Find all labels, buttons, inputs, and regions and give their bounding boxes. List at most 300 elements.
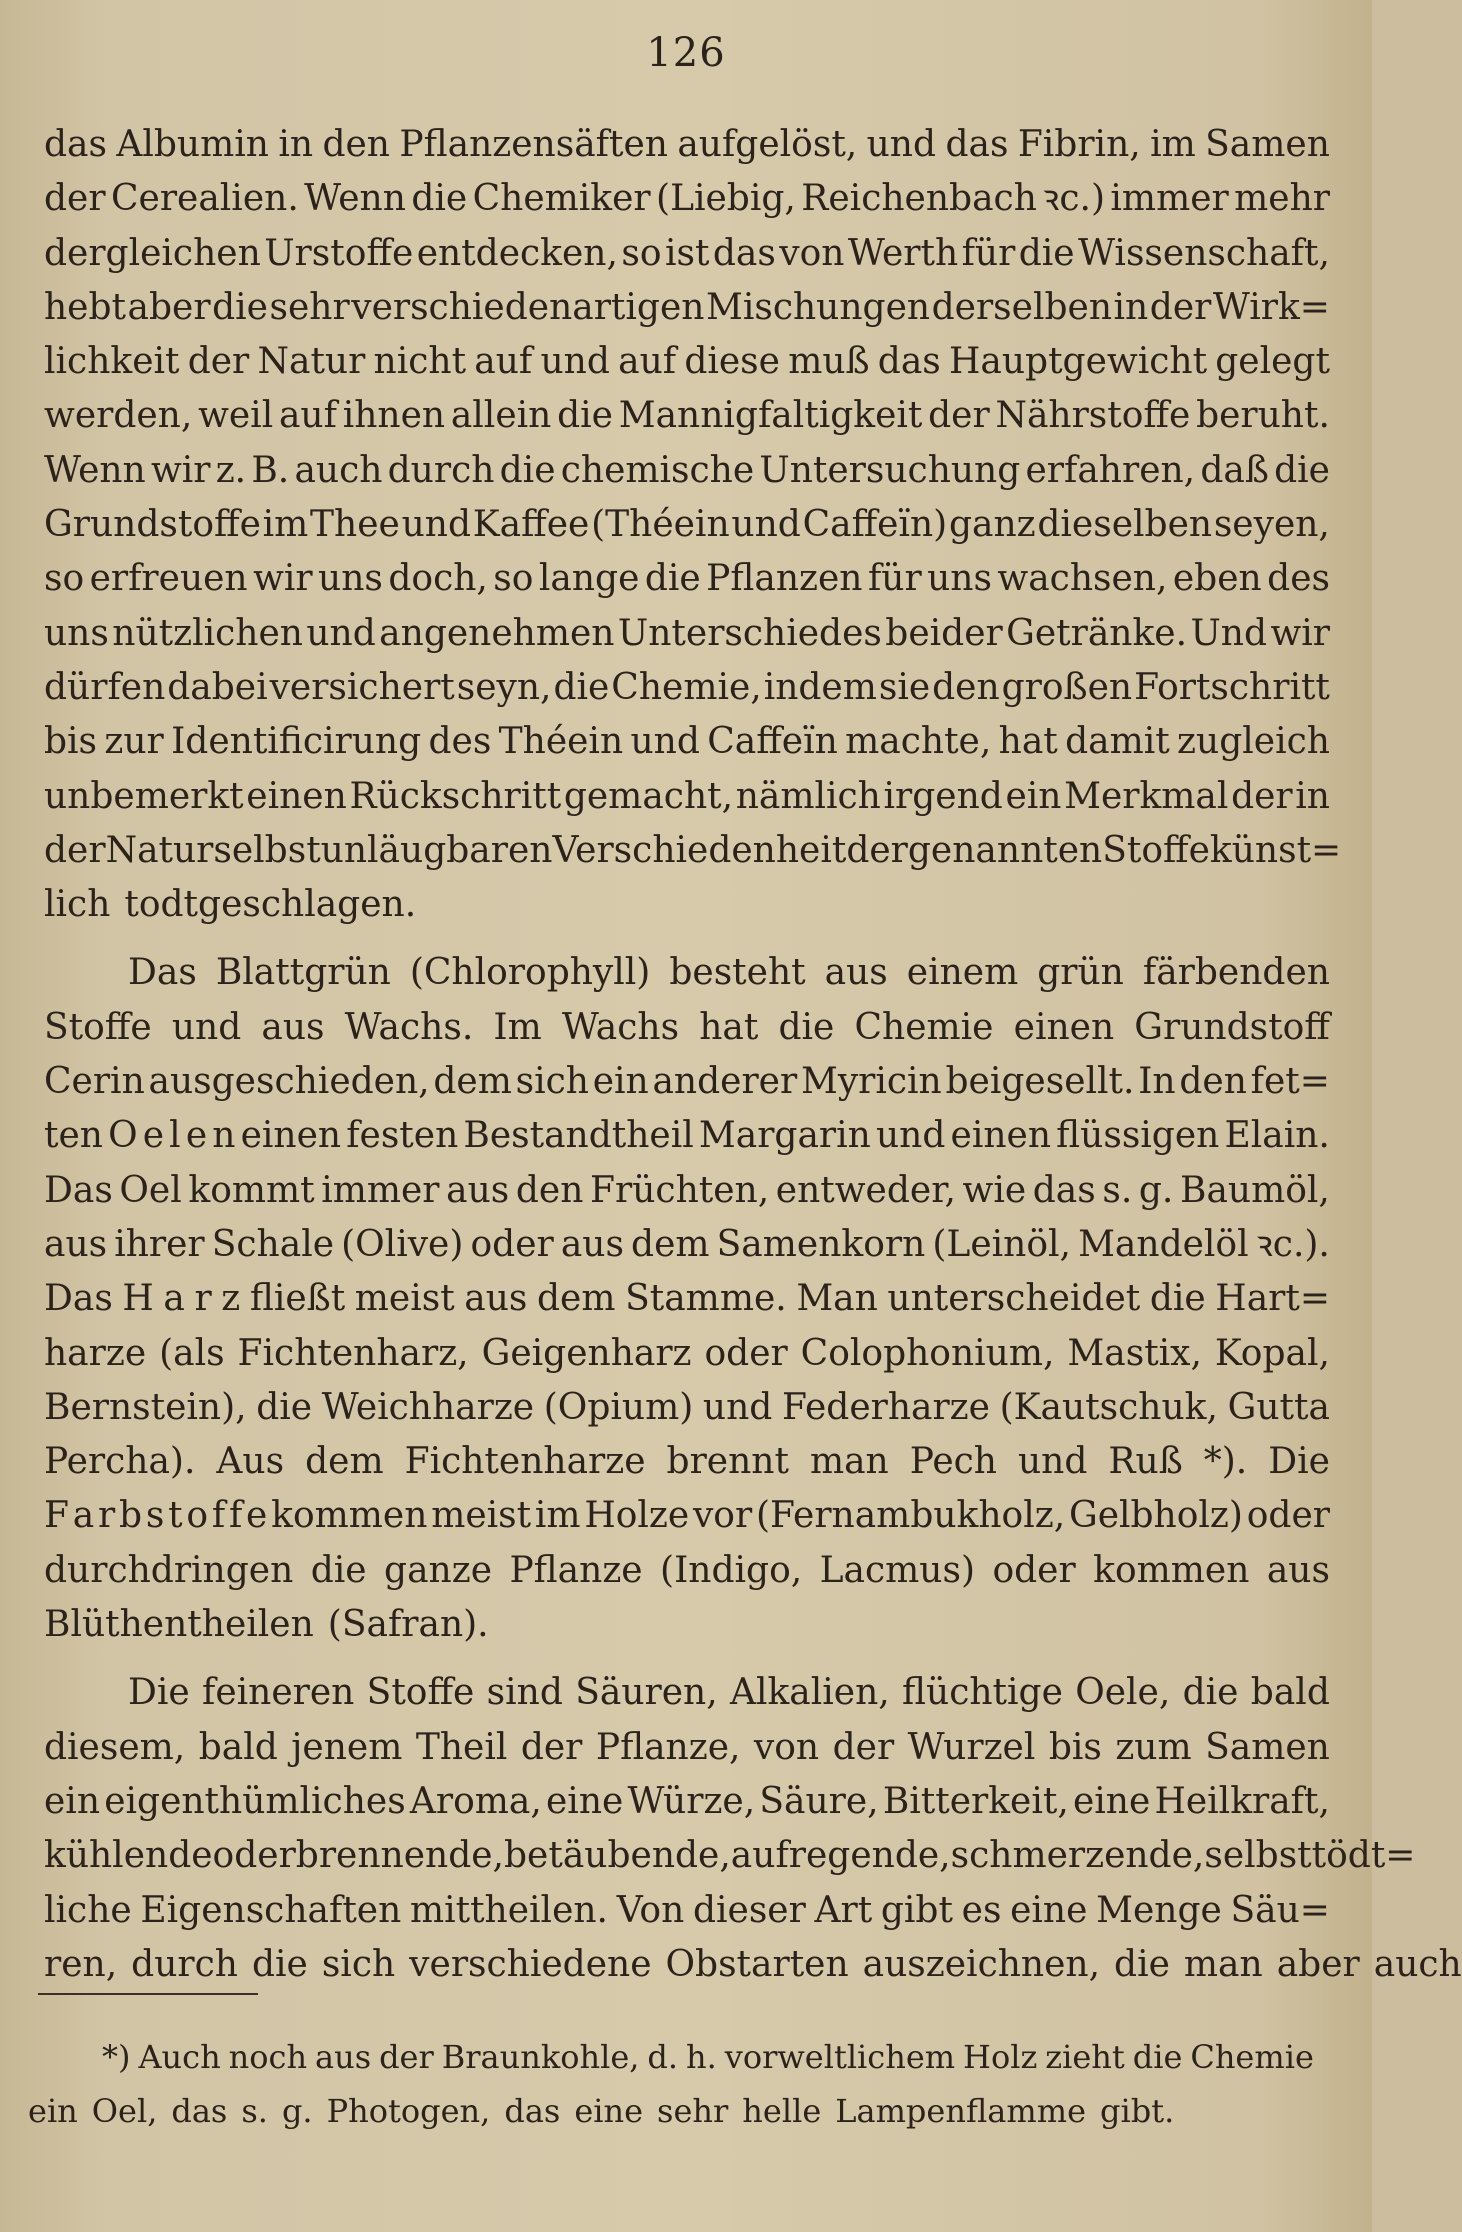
word: (Fernambukholz, bbox=[755, 1495, 1066, 1537]
word: hat bbox=[699, 1006, 759, 1048]
word: der bbox=[1231, 775, 1293, 817]
word: Art bbox=[814, 1889, 873, 1931]
word: auf bbox=[618, 341, 677, 383]
word: durchdringen bbox=[44, 1549, 294, 1591]
word: der bbox=[832, 1726, 895, 1768]
word: Stoffe bbox=[44, 1006, 152, 1048]
word: Hauptgewicht bbox=[948, 341, 1208, 383]
text-line bbox=[44, 1775, 1330, 1829]
word: ausgeschieden, bbox=[148, 1061, 430, 1103]
word: die bbox=[1149, 1278, 1206, 1320]
word: aufgelöst, bbox=[677, 124, 858, 165]
word: dieser bbox=[692, 1889, 806, 1931]
word: Geigenharz bbox=[481, 1332, 692, 1374]
word: flüchtige bbox=[902, 1672, 1063, 1714]
word: Myricin bbox=[800, 1061, 942, 1103]
word: mittheilen. bbox=[409, 1889, 609, 1931]
word: aus bbox=[261, 1006, 325, 1048]
text-line bbox=[44, 770, 1330, 824]
word: der bbox=[187, 341, 250, 383]
word: gelegt bbox=[1215, 341, 1330, 383]
word: es bbox=[961, 1889, 1002, 1931]
word: erfahren, bbox=[1025, 449, 1196, 491]
text-line bbox=[44, 1938, 1462, 1992]
word: und bbox=[171, 1006, 242, 1048]
word: beider bbox=[885, 612, 1003, 654]
word: sehr bbox=[657, 2092, 729, 2130]
word: liche bbox=[44, 1889, 132, 1931]
word: zum bbox=[1115, 1726, 1192, 1768]
word: kommen bbox=[271, 1495, 428, 1537]
word: Mannigfaltigkeit bbox=[618, 395, 923, 437]
word: vor bbox=[692, 1495, 753, 1537]
word: jenem bbox=[291, 1726, 403, 1768]
word: z. bbox=[215, 449, 247, 491]
word: gemacht, bbox=[563, 775, 734, 817]
paragraph bbox=[44, 1666, 1462, 1992]
word: dem bbox=[631, 1223, 710, 1265]
word: verschiedenartigen bbox=[351, 286, 705, 328]
word: im bbox=[1150, 124, 1196, 165]
word: die bbox=[1132, 2038, 1183, 2076]
word: Pflanze, bbox=[595, 1726, 741, 1768]
word: Säuren, bbox=[575, 1672, 718, 1714]
word: Fibrin, bbox=[1017, 124, 1141, 165]
word: ganz bbox=[948, 504, 1036, 546]
text-line bbox=[44, 1489, 1330, 1543]
word: Gelbholz) bbox=[1068, 1495, 1243, 1537]
word: indem bbox=[763, 666, 877, 708]
word: auf bbox=[474, 341, 533, 383]
word: Oel, bbox=[91, 2092, 158, 2130]
word: aus bbox=[315, 2038, 372, 2076]
word: selbst bbox=[1204, 1835, 1312, 1877]
word: unterscheidet bbox=[887, 1278, 1141, 1320]
word: bald bbox=[1250, 1672, 1330, 1714]
word: b bbox=[119, 1495, 143, 1537]
word: aus bbox=[464, 1278, 528, 1320]
word: Auch bbox=[138, 2038, 221, 2076]
word: muß bbox=[788, 341, 870, 383]
word: beigesellt. bbox=[945, 1061, 1135, 1103]
word: Lampenflamme bbox=[835, 2092, 1086, 2130]
word: harze bbox=[44, 1332, 147, 1374]
word: l bbox=[169, 1115, 181, 1157]
text-line bbox=[44, 1218, 1330, 1272]
word: so bbox=[621, 232, 662, 274]
text-line bbox=[44, 1164, 1330, 1218]
word: besteht bbox=[669, 952, 806, 994]
word: Braunkohle, bbox=[441, 2038, 640, 2076]
word: Wachs. bbox=[344, 1006, 474, 1048]
text-line bbox=[44, 1327, 1330, 1381]
word: irgend bbox=[883, 775, 1003, 817]
word: großen bbox=[1001, 666, 1133, 708]
text-line bbox=[44, 1381, 1330, 1435]
word: chemische bbox=[560, 449, 755, 491]
word: und bbox=[630, 721, 700, 763]
word: Urstoffe bbox=[264, 232, 414, 274]
word: Verschiedenheit bbox=[552, 829, 847, 871]
word: aufregende, bbox=[730, 1835, 951, 1877]
word: Bernstein), bbox=[44, 1386, 247, 1428]
word: nicht bbox=[373, 341, 467, 383]
word: wir bbox=[253, 558, 313, 600]
word: a bbox=[72, 1495, 95, 1537]
word: Alkalien, bbox=[729, 1672, 890, 1714]
word: meist bbox=[431, 1495, 532, 1537]
word: Percha). bbox=[44, 1441, 196, 1483]
word: Gutta bbox=[1227, 1386, 1330, 1428]
word: unläugbaren bbox=[320, 829, 553, 871]
word: O bbox=[108, 1115, 138, 1157]
word: oder bbox=[992, 1549, 1076, 1591]
word: Pflanze bbox=[509, 1549, 643, 1591]
text-line bbox=[44, 172, 1330, 226]
word: Eigenschaften bbox=[140, 1889, 402, 1931]
word: d. bbox=[647, 2038, 679, 2076]
text-line bbox=[44, 1435, 1330, 1489]
text-line bbox=[44, 1829, 1416, 1883]
word: Nährstoffe bbox=[995, 395, 1191, 437]
word: (Olive) bbox=[341, 1223, 464, 1265]
word: Menge bbox=[1096, 1889, 1222, 1931]
word: dem bbox=[433, 1061, 512, 1103]
text-line bbox=[44, 661, 1330, 715]
word: g. bbox=[281, 2092, 313, 2130]
word: eine bbox=[574, 2092, 644, 2130]
word: Margarin bbox=[698, 1115, 871, 1157]
word: in bbox=[1295, 775, 1330, 817]
word: man bbox=[1183, 1943, 1263, 1985]
word: Samen bbox=[1205, 124, 1330, 165]
word: Wachs bbox=[561, 1006, 680, 1048]
word: eigenthümliches bbox=[104, 1780, 406, 1822]
word: eine bbox=[1072, 1780, 1151, 1822]
word: e bbox=[246, 1495, 268, 1537]
word: sind bbox=[486, 1672, 563, 1714]
word: den bbox=[1179, 1061, 1247, 1103]
word: g. bbox=[1138, 1169, 1174, 1211]
word: die bbox=[778, 1006, 835, 1048]
word: für bbox=[961, 232, 1016, 274]
word: versichert bbox=[269, 666, 455, 708]
word: Stoffe bbox=[366, 1672, 475, 1714]
paragraph-gap bbox=[44, 1652, 1330, 1666]
word: der bbox=[1149, 286, 1212, 328]
word: wir bbox=[150, 449, 211, 491]
word: Blattgrün bbox=[215, 952, 391, 994]
word: Schale bbox=[211, 1223, 335, 1265]
word: entweder, bbox=[775, 1169, 956, 1211]
word: Wenn bbox=[44, 449, 146, 491]
word: des bbox=[428, 721, 492, 763]
word: Kaffee bbox=[472, 504, 590, 546]
word: auf bbox=[278, 395, 337, 437]
word: aus bbox=[824, 952, 888, 994]
word: diese bbox=[684, 341, 780, 383]
word: mehr bbox=[1234, 178, 1330, 220]
word: Lacmus) bbox=[819, 1549, 976, 1591]
text-line bbox=[44, 335, 1330, 389]
word: Natur bbox=[105, 829, 214, 871]
word: Getränke. bbox=[1006, 612, 1188, 654]
word: und bbox=[731, 504, 801, 546]
word: Säu= bbox=[1230, 1889, 1330, 1931]
word: Hart= bbox=[1215, 1278, 1330, 1320]
text-line bbox=[44, 1109, 1330, 1163]
word: Grundstoffe bbox=[44, 504, 261, 546]
word: Merkmal bbox=[1064, 775, 1229, 817]
word: nützlichen bbox=[112, 612, 303, 654]
word: den bbox=[322, 124, 390, 165]
word: der bbox=[44, 178, 106, 220]
word: verschiedene bbox=[409, 1943, 652, 1985]
word: (als bbox=[159, 1332, 225, 1374]
word: die bbox=[256, 1386, 313, 1428]
word: unbemerkt bbox=[44, 775, 244, 817]
word: Bestandtheil bbox=[463, 1115, 694, 1157]
word: f bbox=[211, 1495, 226, 1537]
word: Ruß bbox=[1108, 1441, 1183, 1483]
word: Fichtenharz, bbox=[237, 1332, 469, 1374]
word: Die bbox=[128, 1672, 190, 1714]
word: der bbox=[379, 2038, 434, 2076]
word: noch bbox=[228, 2038, 308, 2076]
word: f bbox=[228, 1495, 243, 1537]
word: wir bbox=[1270, 612, 1330, 654]
word: den bbox=[932, 666, 1000, 708]
word: tödt= bbox=[1311, 1835, 1416, 1877]
word: Caffeïn) bbox=[802, 504, 948, 546]
word: F bbox=[44, 1495, 69, 1537]
word: aus bbox=[560, 1223, 624, 1265]
word: Baumöl, bbox=[1179, 1169, 1330, 1211]
word: Natur bbox=[257, 341, 366, 383]
word: dem bbox=[537, 1278, 616, 1320]
word: auszeichnen, bbox=[862, 1943, 1101, 1985]
word: Pflanzensäften bbox=[399, 124, 668, 165]
word: man bbox=[809, 1441, 889, 1483]
word: ist bbox=[664, 232, 710, 274]
word: Heilkraft, bbox=[1154, 1780, 1330, 1822]
text-line bbox=[44, 715, 1330, 769]
word: Elain. bbox=[1224, 1115, 1330, 1157]
word: derselben bbox=[931, 286, 1113, 328]
word: (Chlorophyll) bbox=[409, 952, 651, 994]
word: das bbox=[504, 2092, 561, 2130]
word: dem bbox=[305, 1441, 384, 1483]
word: fet= bbox=[1250, 1061, 1330, 1103]
word: uns bbox=[927, 558, 992, 600]
word: daß bbox=[1200, 449, 1269, 491]
word: und bbox=[401, 504, 472, 546]
word: für bbox=[867, 558, 922, 600]
word: beruht. bbox=[1196, 395, 1330, 437]
word: die bbox=[553, 666, 610, 708]
word: oder bbox=[1246, 1495, 1330, 1537]
paragraph bbox=[44, 118, 1342, 932]
word: Aus bbox=[216, 1441, 285, 1483]
word: Weichharze bbox=[321, 1386, 535, 1428]
word: Mischungen bbox=[705, 286, 931, 328]
word: Mastix, bbox=[1067, 1332, 1202, 1374]
word: Colophonium, bbox=[800, 1332, 1055, 1374]
word: ganze bbox=[384, 1549, 492, 1591]
word: diesem, bbox=[44, 1726, 186, 1768]
word: in bbox=[1113, 286, 1149, 328]
word: Das bbox=[128, 952, 197, 994]
text-line bbox=[44, 1666, 1330, 1720]
word: Identificirung bbox=[171, 721, 422, 763]
word: so bbox=[493, 558, 534, 600]
word: a bbox=[163, 1278, 185, 1320]
word: der bbox=[520, 1726, 583, 1768]
word: bald bbox=[198, 1726, 278, 1768]
word: aus bbox=[1266, 1549, 1330, 1591]
word: wachsen, bbox=[997, 558, 1168, 600]
word: festen bbox=[346, 1115, 459, 1157]
word: ꝛc.). bbox=[1255, 1223, 1330, 1265]
word: Obstarten bbox=[665, 1943, 849, 1985]
word: sich bbox=[515, 1061, 589, 1103]
text-line bbox=[44, 552, 1330, 606]
word: lichkeit bbox=[44, 341, 180, 383]
footnote-separator bbox=[38, 1993, 258, 1995]
word: r bbox=[98, 1495, 116, 1537]
word: Theil bbox=[415, 1726, 508, 1768]
word: hebt bbox=[44, 286, 127, 328]
text-line bbox=[28, 2030, 1314, 2084]
word: aus bbox=[446, 1169, 510, 1211]
word: Grundstoff bbox=[1134, 1006, 1330, 1048]
word: und bbox=[540, 341, 610, 383]
word: betäubende, bbox=[504, 1835, 731, 1877]
word: Mandelöl bbox=[1078, 1223, 1249, 1265]
word: bis bbox=[1048, 1726, 1102, 1768]
word: das bbox=[171, 2092, 228, 2130]
body-text bbox=[44, 118, 1462, 1992]
word: todtgeschlagen. bbox=[124, 884, 417, 926]
word: durch bbox=[131, 1943, 238, 1985]
word: entdecken, bbox=[416, 232, 618, 274]
word: ihrer bbox=[114, 1223, 205, 1265]
text-line bbox=[44, 607, 1330, 661]
word: bis bbox=[44, 721, 98, 763]
word: das bbox=[877, 341, 941, 383]
text-line bbox=[44, 1544, 1330, 1598]
word: grün bbox=[1037, 952, 1124, 994]
word: Chemiker bbox=[472, 178, 651, 220]
word: nämlich bbox=[735, 775, 881, 817]
word: Chemie, bbox=[611, 666, 762, 708]
word: (Théein bbox=[591, 504, 730, 546]
word: Holze bbox=[584, 1495, 690, 1537]
word: Werth bbox=[847, 232, 959, 274]
footnote bbox=[28, 2030, 1314, 2138]
word: Holz bbox=[963, 2038, 1038, 2076]
word: dürfen bbox=[44, 666, 166, 708]
word: das bbox=[1032, 1169, 1096, 1211]
word: die bbox=[1274, 449, 1330, 491]
word: und bbox=[1018, 1441, 1088, 1483]
word: doch, bbox=[388, 558, 488, 600]
word: Cerin bbox=[44, 1061, 145, 1103]
word: (Indigo, bbox=[660, 1549, 803, 1591]
word: allein bbox=[450, 395, 552, 437]
word: schmerzende, bbox=[950, 1835, 1205, 1877]
word: Blüthentheilen bbox=[44, 1604, 314, 1646]
text-line bbox=[44, 118, 1330, 172]
word: Wissenschaft, bbox=[1078, 232, 1330, 274]
word: feineren bbox=[202, 1672, 355, 1714]
word: den bbox=[515, 1169, 584, 1211]
paragraph-gap bbox=[44, 932, 1330, 946]
word: Pflanzen bbox=[706, 558, 863, 600]
word: z bbox=[221, 1278, 241, 1320]
word: gibt bbox=[880, 1889, 953, 1931]
word: die bbox=[251, 1943, 308, 1985]
text-line bbox=[44, 498, 1330, 552]
text-line bbox=[44, 946, 1330, 1000]
word: wie bbox=[962, 1169, 1027, 1211]
word: Fortschritt bbox=[1134, 666, 1330, 708]
word: s. bbox=[241, 2092, 268, 2130]
word: Théein bbox=[498, 721, 624, 763]
word: Chemie bbox=[1190, 2038, 1314, 2076]
word: e bbox=[185, 1115, 208, 1157]
word: ihnen bbox=[342, 395, 446, 437]
word: dieselben bbox=[1037, 504, 1213, 546]
word: und bbox=[702, 1386, 773, 1428]
word: (Opium) bbox=[543, 1386, 694, 1428]
word: Im bbox=[493, 1006, 542, 1048]
word: Säure, bbox=[759, 1780, 879, 1822]
text-line bbox=[44, 281, 1330, 335]
word: flüssigen bbox=[1056, 1115, 1220, 1157]
word: dabei bbox=[167, 666, 268, 708]
word: Thee bbox=[310, 504, 400, 546]
word: Früchten, bbox=[590, 1169, 770, 1211]
word: Albumin bbox=[116, 124, 269, 165]
text-line bbox=[44, 389, 1330, 443]
word: fließt bbox=[249, 1278, 346, 1320]
word: kommen bbox=[1093, 1549, 1250, 1591]
word: brennende, bbox=[295, 1835, 504, 1877]
word: genannten bbox=[907, 829, 1103, 871]
word: oder bbox=[704, 1332, 788, 1374]
word: s. bbox=[1102, 1169, 1133, 1211]
word: (Safran). bbox=[327, 1604, 489, 1646]
word: und bbox=[306, 612, 376, 654]
word: Man bbox=[796, 1278, 878, 1320]
word: angenehmen bbox=[379, 612, 615, 654]
word: zieht bbox=[1045, 2038, 1125, 2076]
word: die bbox=[499, 449, 556, 491]
word: eben bbox=[1172, 558, 1262, 600]
word: Würze, bbox=[627, 1780, 756, 1822]
text-line bbox=[44, 1055, 1330, 1109]
text-line bbox=[44, 1598, 1330, 1652]
word: zur bbox=[104, 721, 164, 763]
word: ein bbox=[592, 1061, 649, 1103]
word: die bbox=[310, 1549, 367, 1591]
word: selbst bbox=[213, 829, 321, 871]
text-line bbox=[44, 1721, 1330, 1775]
word: einem bbox=[906, 952, 1019, 994]
word: Cerealien. bbox=[110, 178, 299, 220]
word: ꝛc.) bbox=[1042, 178, 1106, 220]
